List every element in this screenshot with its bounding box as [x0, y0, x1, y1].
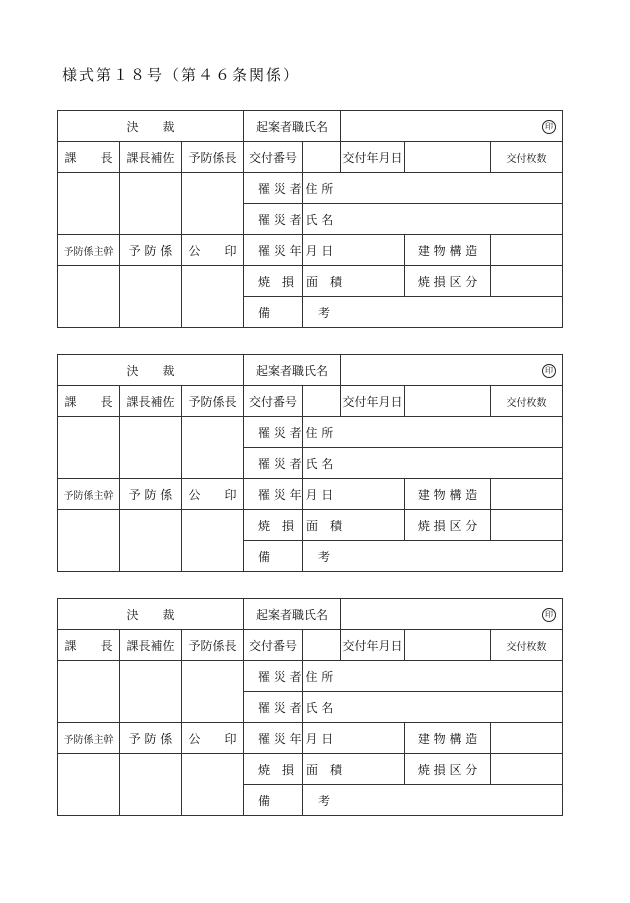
yobo-shukan-stamp-field[interactable]	[58, 754, 120, 816]
kofu-bango-label: 交付番号	[244, 386, 303, 417]
yobo-kakari-stamp-field[interactable]	[120, 266, 182, 328]
kacho-label: 課 長	[58, 142, 120, 173]
risai-jusho-field[interactable]	[303, 661, 563, 692]
kacho-stamp-field[interactable]	[58, 173, 120, 235]
risai-shimei-field[interactable]	[303, 692, 563, 723]
kacho-hosa-stamp-field[interactable]	[120, 417, 182, 479]
koin-stamp-field[interactable]	[182, 510, 244, 572]
kofu-date-label: 交付年月日	[341, 386, 405, 417]
yobo-kacho-label: 予防係長	[182, 142, 244, 173]
kozo-field[interactable]	[491, 479, 563, 510]
risai-jusho-field[interactable]	[303, 417, 563, 448]
shoson-kubun-label: 焼 損 区 分	[405, 754, 491, 785]
yobo-kakari-stamp-field[interactable]	[120, 754, 182, 816]
kozo-field[interactable]	[491, 723, 563, 754]
risai-jusho-label: 罹 災 者 住 所	[244, 661, 303, 692]
kofu-bango-label: 交付番号	[244, 142, 303, 173]
kofu-bango-field[interactable]	[303, 386, 341, 417]
kozo-label: 建 物 構 造	[405, 479, 491, 510]
kessai-header: 決 裁	[58, 599, 244, 630]
yobo-kacho-label: 予防係長	[182, 386, 244, 417]
yobo-shukan-label: 予防係主幹	[58, 723, 120, 754]
risai-date-label: 罹 災 年 月 日	[244, 479, 303, 510]
kacho-stamp-field[interactable]	[58, 417, 120, 479]
koin-label: 公 印	[182, 723, 244, 754]
risai-jusho-label: 罹 災 者 住 所	[244, 417, 303, 448]
kofu-maisu-label: 交付枚数	[491, 630, 563, 661]
shoson-kubun-label: 焼 損 区 分	[405, 510, 491, 541]
kofu-maisu-label: 交付枚数	[491, 142, 563, 173]
certificate-form-3	[57, 598, 563, 816]
kozo-label: 建 物 構 造	[405, 723, 491, 754]
kiansha-field[interactable]	[341, 111, 563, 142]
yobo-kacho-stamp-field[interactable]	[182, 661, 244, 723]
yobo-shukan-label: 予防係主幹	[58, 479, 120, 510]
kiansha-field[interactable]	[341, 355, 563, 386]
koin-label: 公 印	[182, 235, 244, 266]
kofu-date-label: 交付年月日	[341, 142, 405, 173]
kacho-hosa-stamp-field[interactable]	[120, 173, 182, 235]
shoson-menseki-label: 焼 損 面 積	[244, 266, 303, 297]
yobo-kakari-label: 予 防 係	[120, 235, 182, 266]
biko-field[interactable]	[303, 541, 563, 572]
kofu-date-field[interactable]	[405, 142, 491, 173]
kacho-hosa-label: 課長補佐	[120, 142, 182, 173]
risai-jusho-field[interactable]	[303, 173, 563, 204]
risai-date-label: 罹 災 年 月 日	[244, 723, 303, 754]
yobo-kacho-stamp-field[interactable]	[182, 173, 244, 235]
yobo-shukan-stamp-field[interactable]	[58, 266, 120, 328]
seal-mark: 印	[542, 120, 556, 134]
shoson-kubun-field[interactable]	[491, 510, 563, 541]
kofu-bango-field[interactable]	[303, 142, 341, 173]
kofu-maisu-label: 交付枚数	[491, 386, 563, 417]
certificate-form-1	[57, 110, 563, 328]
biko-label: 備 考	[244, 541, 303, 572]
kessai-header: 決 裁	[58, 111, 244, 142]
certificate-form-2	[57, 354, 563, 572]
kozo-label: 建 物 構 造	[405, 235, 491, 266]
kiansha-field[interactable]	[341, 599, 563, 630]
shoson-kubun-label: 焼 損 区 分	[405, 266, 491, 297]
kozo-field[interactable]	[491, 235, 563, 266]
koin-stamp-field[interactable]	[182, 266, 244, 328]
kofu-date-field[interactable]	[405, 386, 491, 417]
biko-label: 備 考	[244, 297, 303, 328]
shoson-menseki-label: 焼 損 面 積	[244, 510, 303, 541]
koin-label: 公 印	[182, 479, 244, 510]
kofu-bango-label: 交付番号	[244, 630, 303, 661]
biko-label: 備 考	[244, 785, 303, 816]
seal-mark: 印	[542, 364, 556, 378]
risai-shimei-label: 罹 災 者 氏 名	[244, 692, 303, 723]
kacho-stamp-field[interactable]	[58, 661, 120, 723]
yobo-shukan-label: 予防係主幹	[58, 235, 120, 266]
kessai-header: 決 裁	[58, 355, 244, 386]
risai-shimei-label: 罹 災 者 氏 名	[244, 448, 303, 479]
yobo-shukan-stamp-field[interactable]	[58, 510, 120, 572]
yobo-kakari-label: 予 防 係	[120, 479, 182, 510]
koin-stamp-field[interactable]	[182, 754, 244, 816]
kiansha-label: 起案者職氏名	[244, 111, 341, 142]
shoson-kubun-field[interactable]	[491, 754, 563, 785]
kiansha-label: 起案者職氏名	[244, 599, 341, 630]
yobo-kakari-label: 予 防 係	[120, 723, 182, 754]
seal-mark: 印	[542, 608, 556, 622]
biko-field[interactable]	[303, 785, 563, 816]
kacho-hosa-label: 課長補佐	[120, 386, 182, 417]
kofu-date-label: 交付年月日	[341, 630, 405, 661]
kacho-label: 課 長	[58, 630, 120, 661]
risai-date-label: 罹 災 年 月 日	[244, 235, 303, 266]
kofu-date-field[interactable]	[405, 630, 491, 661]
kacho-hosa-label: 課長補佐	[120, 630, 182, 661]
kiansha-label: 起案者職氏名	[244, 355, 341, 386]
risai-shimei-field[interactable]	[303, 204, 563, 235]
kofu-bango-field[interactable]	[303, 630, 341, 661]
kacho-hosa-stamp-field[interactable]	[120, 661, 182, 723]
yobo-kakari-stamp-field[interactable]	[120, 510, 182, 572]
risai-shimei-field[interactable]	[303, 448, 563, 479]
risai-shimei-label: 罹 災 者 氏 名	[244, 204, 303, 235]
biko-field[interactable]	[303, 297, 563, 328]
form-title: 様式第１８号（第４６条関係）	[62, 66, 301, 84]
yobo-kacho-label: 予防係長	[182, 630, 244, 661]
yobo-kacho-stamp-field[interactable]	[182, 417, 244, 479]
risai-jusho-label: 罹 災 者 住 所	[244, 173, 303, 204]
kacho-label: 課 長	[58, 386, 120, 417]
shoson-kubun-field[interactable]	[491, 266, 563, 297]
shoson-menseki-label: 焼 損 面 積	[244, 754, 303, 785]
